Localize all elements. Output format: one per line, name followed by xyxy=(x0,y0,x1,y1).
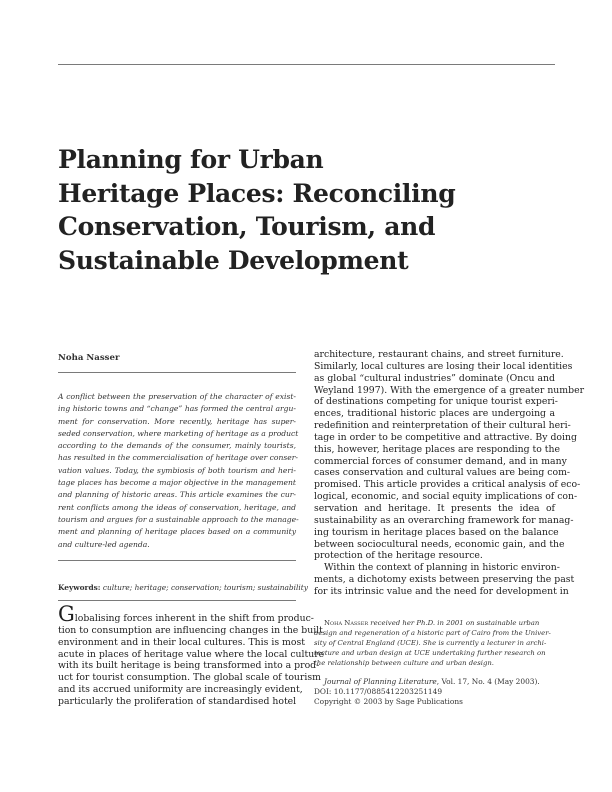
keywords-rule xyxy=(58,600,296,601)
title-line: Sustainable Development xyxy=(58,245,409,275)
right-body-column xyxy=(314,349,585,598)
footnote-line: tecture and urban design at UCE undertaking further research on xyxy=(314,649,546,658)
body-line: logical, economic, and social equity implications of con- xyxy=(314,491,578,503)
body-line: of destinations competing for unique tourist experi- xyxy=(314,396,558,408)
journal-citation xyxy=(314,677,555,708)
body-line: Within the context of planning in historic environ- xyxy=(324,562,560,574)
abstract xyxy=(58,391,299,551)
footnote-line: design and regeneration of a historic part of Cairo from the Univer- xyxy=(314,629,551,638)
footnote-first-line-text: received her Ph.D. in 2001 on sustainable urban xyxy=(368,619,540,627)
abstract-line: rent conflicts among the ideas of conservation, heritage, and xyxy=(58,502,296,512)
title-line: Heritage Places: Reconciling xyxy=(58,178,456,208)
body-line: commercial forces of consumer demand, and in many xyxy=(314,455,567,467)
abstract-line: tourism and argues for a sustainable approach to the manage- xyxy=(58,514,299,524)
abstract-rule xyxy=(58,560,296,561)
journal-details: , Vol. 17, No. 4 (May 2003). xyxy=(436,677,540,686)
abstract-line: ment for conservation. More recently, heritage has super- xyxy=(58,416,296,426)
drop-cap: G xyxy=(58,602,75,626)
body-line: particularly the proliferation of standardised hotel xyxy=(58,695,297,707)
abstract-line: and planning of historic areas. This article examines the cur- xyxy=(58,490,296,500)
abstract-line: tage places has become a major objective in the management xyxy=(58,478,296,488)
abstract-line: A conflict between the preservation of the character of exist- xyxy=(58,392,296,401)
body-line: environment and in their local cultures. This is most xyxy=(58,636,305,648)
body-line: ments, a dichotomy exists between preserving the past xyxy=(314,574,575,586)
footnote-author: Noha Nasser xyxy=(324,619,369,627)
body-line: redefinition and reinterpretation of their cultural heri- xyxy=(314,420,571,432)
top-rule xyxy=(58,64,555,65)
body-line: ing tourism in heritage places based on the balance xyxy=(314,526,559,538)
abstract-line: seded conservation, where marketing of heritage as a product xyxy=(58,428,299,438)
footnote-line: the relationship between culture and urban design. xyxy=(314,659,495,668)
body-line: with its built heritage is being transformed into a prod- xyxy=(58,660,320,672)
body-line: and its accrued uniformity are increasingly evident, xyxy=(58,684,303,696)
body-line: this, however, heritage places are responding to the xyxy=(314,443,561,455)
title-line: Planning for Urban xyxy=(58,145,324,174)
body-line: as global “cultural industries” dominate (Oncu and xyxy=(314,372,555,384)
body-line: protection of the heritage resource. xyxy=(314,550,483,562)
abstract-line: vation values. Today, the symbiosis of both tourism and heri- xyxy=(58,465,296,475)
body-line: tage in order to be competitive and attractive. By doing xyxy=(314,431,577,443)
body-line: architecture, restaurant chains, and street furniture. xyxy=(314,349,564,360)
keywords-label: Keywords: xyxy=(58,583,101,592)
body-line: for its intrinsic value and the need for development in xyxy=(314,585,569,597)
body-line: between sociocultural needs, economic gain, and the xyxy=(314,538,565,550)
doi: DOI: 10.1177/0885412203251149 xyxy=(314,687,443,697)
body-line: ences, traditional historic places are undergoing a xyxy=(314,408,555,420)
footnote-line xyxy=(314,618,555,628)
abstract-line: and culture-led agenda. xyxy=(58,539,150,549)
body-line: Weyland 1997). With the emergence of a greater number xyxy=(314,384,585,396)
journal-name: Journal of Planning Literature xyxy=(324,677,437,686)
keywords xyxy=(58,583,308,592)
body-line: promised. This article provides a critical analysis of eco- xyxy=(314,479,581,491)
abstract-line: ment and planning of heritage places based on a community xyxy=(58,527,296,537)
footnote-line: sity of Central England (UCE). She is currently a lecturer in archi- xyxy=(314,639,547,648)
author-footnote xyxy=(314,618,555,668)
body-line: cases conservation and cultural values are being com- xyxy=(314,467,571,479)
left-body-column xyxy=(58,602,325,708)
author-name: Noha Nasser xyxy=(58,353,120,363)
body-line: acute in places of heritage value where the local culture xyxy=(58,648,325,660)
author-rule xyxy=(58,372,296,373)
body-line xyxy=(58,602,314,626)
body-line: sustainability as an overarching framework for manag- xyxy=(314,514,574,526)
abstract-line: ing historic towns and “change” has formed the central argu- xyxy=(58,404,296,414)
abstract-line: according to the demands of the consumer, mainly tourists, xyxy=(58,441,296,451)
abstract-line: has resulted in the commercialisation of heritage over conser- xyxy=(58,453,298,463)
body-line: servation and heritage. It presents the idea of xyxy=(314,502,555,514)
citation-journal-line xyxy=(314,677,555,687)
keywords-list: culture; heritage; conservation; tourism; sustainability xyxy=(102,583,308,592)
body-line: tion to consumption are influencing changes in the built xyxy=(58,624,323,636)
body-line: uct for tourist consumption. The global scale of tourism xyxy=(58,672,321,684)
article-title xyxy=(58,143,538,277)
body-first-line-text: lobalising forces inherent in the shift from produc- xyxy=(74,613,314,624)
body-line: Similarly, local cultures are losing their local identities xyxy=(314,360,573,372)
copyright: Copyright © 2003 by Sage Publications xyxy=(314,697,463,707)
title-line: Conservation, Tourism, and xyxy=(58,212,436,241)
